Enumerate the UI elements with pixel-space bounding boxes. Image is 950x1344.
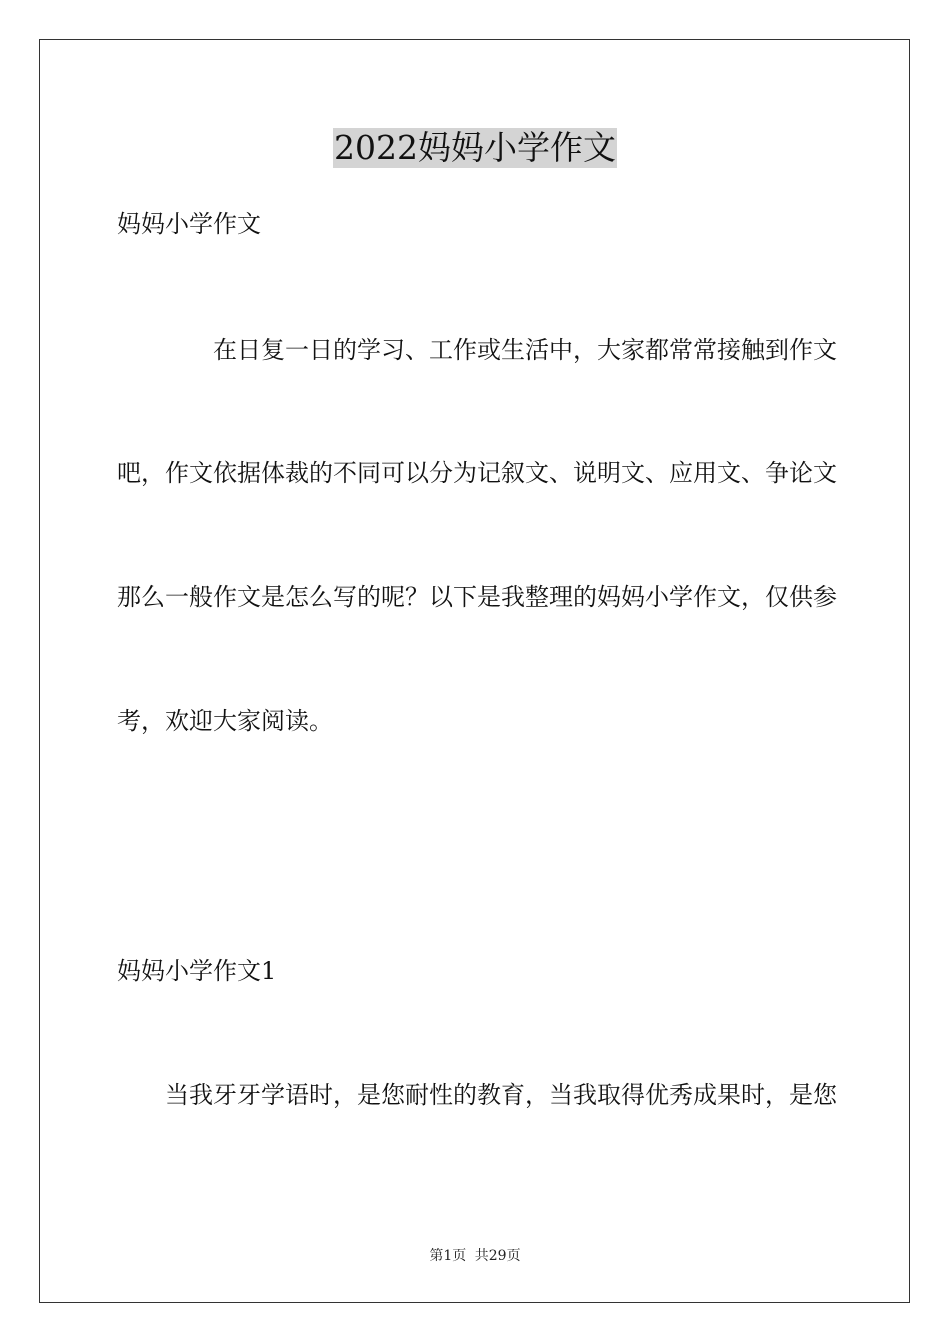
page-total: 共29页 <box>474 1248 521 1264</box>
intro-line-2: 吧，作文依据体裁的不同可以分为记叙文、说明文、应用文、争论文 <box>117 459 837 487</box>
page-footer <box>0 1247 950 1265</box>
page-number: 第1页 <box>429 1248 467 1264</box>
section-line-1: 当我牙牙学语时，是您耐性的教育，当我取得优秀成果时，是您 <box>165 1081 837 1109</box>
intro-line-4: 考，欢迎大家阅读。 <box>117 707 333 735</box>
intro-line-1: 在日复一日的学习、工作或生活中，大家都常常接触到作文 <box>213 336 837 364</box>
section-heading: 妈妈小学作文1 <box>117 957 277 985</box>
document-title: 2022妈妈小学作文 <box>334 128 616 167</box>
intro-line-3: 那么一般作文是怎么写的呢？以下是我整理的妈妈小学作文，仅供参 <box>117 583 837 611</box>
title-container <box>0 128 950 168</box>
document-subtitle: 妈妈小学作文 <box>117 210 261 238</box>
